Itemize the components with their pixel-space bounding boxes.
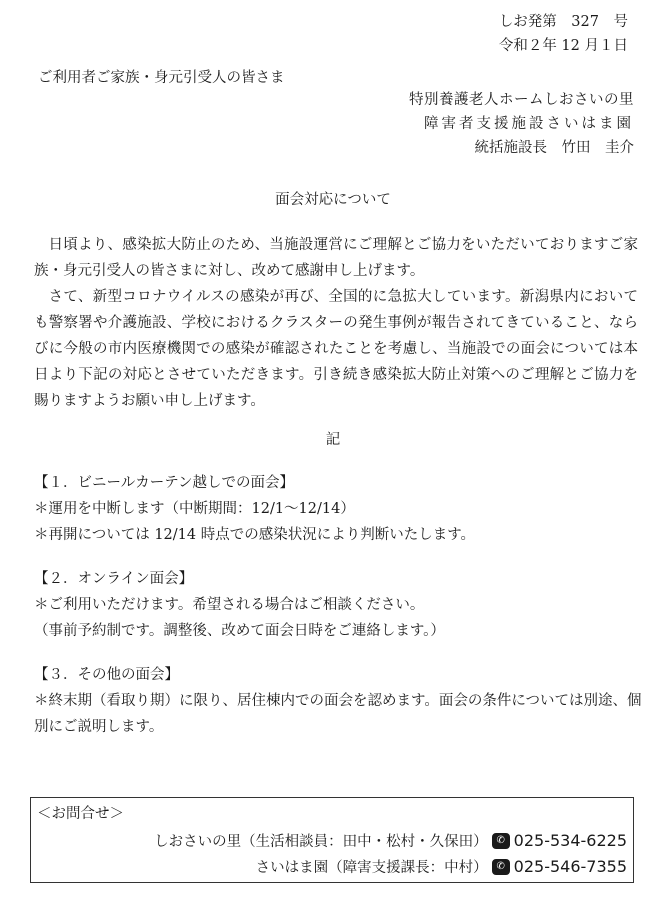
document-date: 令和２年 12 月１日 — [498, 38, 628, 54]
document-number: しお発第 327 号 — [498, 14, 628, 30]
section-vinyl-curtain — [34, 470, 644, 548]
phone-icon: ✆ — [492, 859, 510, 875]
section-line: ＊運用を中断します（中断期間：12/1～12/14） — [34, 501, 355, 517]
contact-row-saihama — [256, 856, 627, 877]
section-heading: 【３．その他の面会】 — [34, 667, 179, 683]
contact-label: しおさいの里（生活相談員：田中・松村・久保田） — [154, 834, 488, 850]
body-paragraph-1: 日頃より、感染拡大防止のため、当施設運営にご理解とご協力をいただいておりますご家族・身元引受人の皆さまに対し、改めて感謝申し上げます。 — [34, 237, 638, 279]
sender-name: 統括施設長 竹田 圭介 — [474, 140, 634, 156]
sender-org-2: 障害者支援施設さいはま園 — [424, 116, 634, 132]
contact-row-shiosai — [154, 830, 627, 851]
section-line: ＊ご利用いただけます。希望される場合はご相談ください。 — [34, 597, 425, 613]
section-line: ＊終末期（看取り期）に限り、居住棟内での面会を認めます。面会の条件については別途、個別にご説明します。 — [34, 693, 642, 735]
contact-label: さいはま園（障害支援課長：中村） — [255, 860, 488, 876]
contact-phone: 025-546-7355 — [513, 857, 627, 876]
body-text — [34, 232, 638, 414]
section-heading: 【１．ビニールカーテン越しでの面会】 — [34, 475, 294, 491]
ki-heading: 記 — [325, 432, 341, 448]
addressee: ご利用者ご家族・身元引受人の皆さま — [38, 70, 285, 86]
contact-phone: 025-534-6225 — [513, 831, 627, 850]
phone-icon: ✆ — [492, 833, 510, 849]
section-line: （事前予約制です。調整後、改めて面会日時をご連絡します。） — [34, 623, 445, 639]
contact-heading: ＜お問合せ＞ — [37, 806, 124, 822]
section-heading: 【２．オンライン面会】 — [34, 571, 194, 587]
contact-box — [30, 797, 634, 883]
section-other — [34, 662, 644, 740]
section-line: ＊再開については 12/14 時点での感染状況により判断いたします。 — [34, 527, 476, 543]
body-paragraph-2: さて、新型コロナウイルスの感染が再び、全国的に急拡大しています。新潟県内においても警察署や介護施設、学校におけるクラスターの発生事例が報告されてきていること、ならびに今般の市内医療機関での感染が確認されたことを考慮し、当施設での面会については本日より下記の対応とさせていただきます。引き続き感染拡大防止対策へのご理解とご協力を賜りますようお願い申し上げます。 — [34, 289, 638, 409]
document-title: 面会対応について — [275, 192, 391, 208]
section-online — [34, 566, 644, 644]
sender-org-1: 特別養護老人ホームしおさいの里 — [409, 92, 634, 108]
